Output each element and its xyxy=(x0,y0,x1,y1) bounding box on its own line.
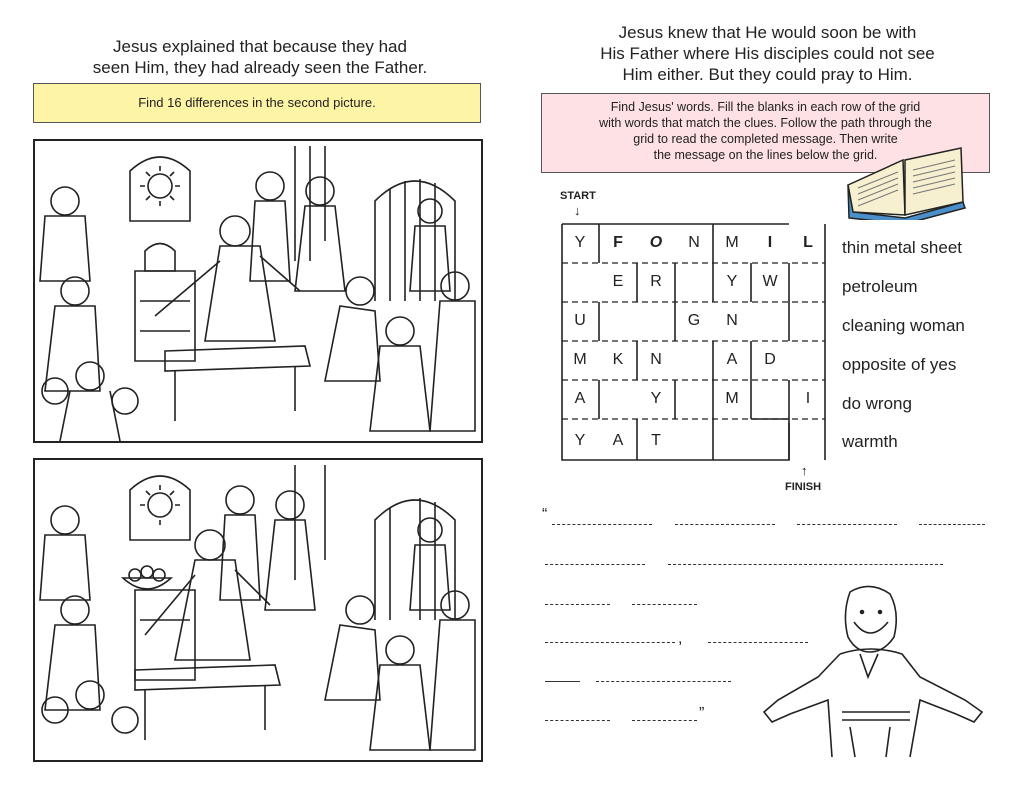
clue-3: cleaning woman xyxy=(842,316,965,335)
answer-blank[interactable] xyxy=(552,524,652,525)
answer-blank[interactable] xyxy=(632,720,697,721)
right-title xyxy=(540,22,995,85)
clue-2: petroleum xyxy=(842,277,918,296)
grid-cell[interactable]: M xyxy=(573,351,587,368)
grid-cell[interactable]: I xyxy=(805,390,811,407)
grid-cell[interactable] xyxy=(561,263,599,301)
left-title-line1: Jesus explained that because they had xyxy=(113,37,407,56)
grid-cell[interactable]: I xyxy=(767,234,773,251)
answer-blank[interactable] xyxy=(545,720,610,721)
grid-cell[interactable]: K xyxy=(612,351,624,368)
left-title-line2: seen Him, they had already seen the Father. xyxy=(92,58,428,77)
answer-blank[interactable] xyxy=(545,681,580,682)
grid-cell[interactable]: O xyxy=(649,234,663,251)
answer-blank[interactable] xyxy=(632,604,697,605)
grid-cell[interactable]: W xyxy=(762,273,778,290)
jesus-drawing xyxy=(760,582,990,757)
grid-cell[interactable]: U xyxy=(574,312,586,329)
grid-cell[interactable]: A xyxy=(612,432,624,449)
grid-cell[interactable]: Y xyxy=(726,273,738,290)
grid-cell[interactable] xyxy=(789,422,827,460)
grid-cell[interactable] xyxy=(751,380,789,418)
grid-cell[interactable]: N xyxy=(650,351,662,368)
grid-cell[interactable] xyxy=(789,302,827,340)
answer-blank[interactable] xyxy=(545,604,610,605)
clue-1: thin metal sheet xyxy=(842,238,963,257)
grid-cell[interactable]: N xyxy=(726,312,738,329)
open-book-icon xyxy=(843,140,968,220)
grid-cell[interactable] xyxy=(751,422,789,460)
grid-cell[interactable]: E xyxy=(612,273,624,290)
grid-cell[interactable]: Y xyxy=(574,432,586,449)
left-instruction-text: Find 16 differences in the second picture. xyxy=(138,95,376,110)
right-title-line1: Jesus knew that He would soon be with xyxy=(618,23,917,42)
finish-label: FINISH xyxy=(785,481,822,493)
grid-cell[interactable]: N xyxy=(688,234,700,251)
grid-cell[interactable]: Y xyxy=(650,390,662,407)
grid-cell[interactable] xyxy=(675,380,713,418)
grid-cell[interactable] xyxy=(675,263,713,301)
clue-6: warmth xyxy=(842,432,898,451)
picture-original xyxy=(33,139,483,443)
open-quote: “ xyxy=(542,506,548,523)
disciples-drawing xyxy=(35,141,481,441)
right-title-line3: Him either. But they could pray to Him. xyxy=(622,65,913,84)
close-quote: ” xyxy=(699,705,705,722)
grid-cell[interactable] xyxy=(751,302,789,340)
answer-blank[interactable] xyxy=(596,681,731,682)
start-arrow-icon: ↓ xyxy=(574,203,581,218)
grid-cell[interactable] xyxy=(675,341,713,379)
comma: , xyxy=(678,630,683,647)
grid-cell[interactable]: M xyxy=(725,234,739,251)
grid-cell[interactable] xyxy=(637,302,675,340)
start-label: START xyxy=(560,190,596,202)
picture-differences xyxy=(33,458,483,762)
grid-cell[interactable]: A xyxy=(726,351,738,368)
grid-cell[interactable] xyxy=(789,263,827,301)
grid-cell[interactable]: D xyxy=(764,351,776,368)
grid-cell[interactable]: A xyxy=(574,390,586,407)
grid-cell[interactable] xyxy=(599,302,637,340)
disciples-drawing-variant xyxy=(35,460,481,760)
grid-cell[interactable]: F xyxy=(613,234,623,251)
finish-arrow-icon: ↑ xyxy=(801,463,808,478)
right-instruction-line3: grid to read the completed message. Then write xyxy=(633,132,898,146)
clue-5: do wrong xyxy=(842,394,912,413)
left-title xyxy=(40,36,480,78)
word-grid xyxy=(561,223,827,461)
grid-cell[interactable]: L xyxy=(803,234,813,251)
answer-blank[interactable] xyxy=(675,524,775,525)
grid-cell[interactable] xyxy=(789,341,827,379)
grid-cell[interactable]: T xyxy=(651,432,661,449)
grid-cell[interactable]: M xyxy=(725,390,739,407)
right-title-line2: His Father where His disciples could not see xyxy=(600,44,935,63)
answer-blank[interactable] xyxy=(545,564,645,565)
grid-cell[interactable]: R xyxy=(650,273,662,290)
answer-blank[interactable] xyxy=(919,524,985,525)
grid-cell[interactable]: G xyxy=(687,312,701,329)
answer-blank[interactable] xyxy=(797,524,897,525)
right-instruction-line1: Find Jesus' words. Fill the blanks in each row of the grid xyxy=(610,100,921,114)
right-instruction-line2: with words that match the clues. Follow the path through the xyxy=(599,116,932,130)
clue-4: opposite of yes xyxy=(842,355,957,374)
answer-blank[interactable] xyxy=(668,564,943,565)
left-instruction-box xyxy=(33,83,481,123)
grid-cell[interactable]: Y xyxy=(574,234,586,251)
grid-cell[interactable] xyxy=(713,422,751,460)
right-instruction-line4: the message on the lines below the grid. xyxy=(653,148,878,162)
answer-blank[interactable] xyxy=(545,642,675,643)
grid-cell[interactable] xyxy=(675,422,713,460)
grid-cell[interactable] xyxy=(599,380,637,418)
